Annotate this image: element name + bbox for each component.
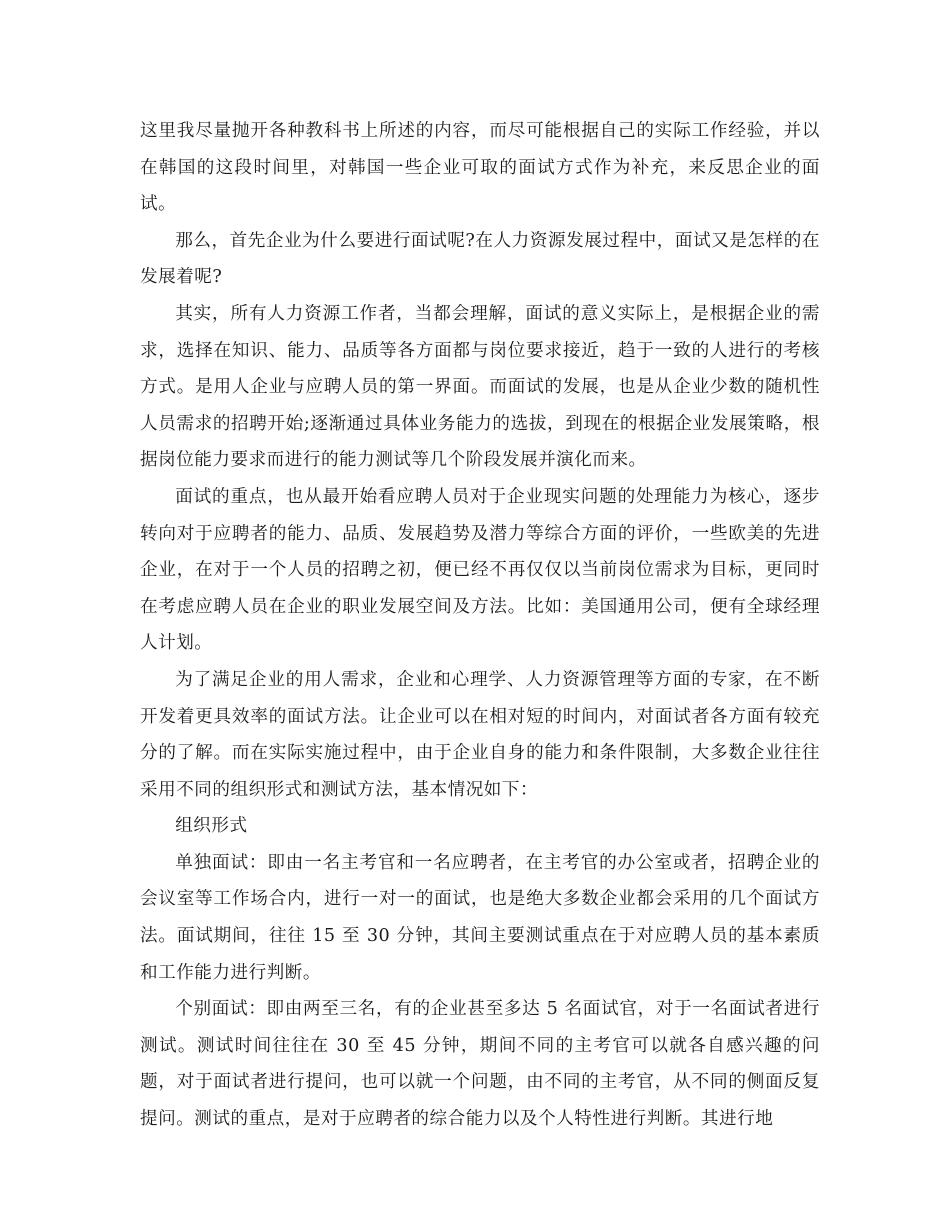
paragraph-meaning: 其实，所有人力资源工作者，当都会理解，面试的意义实际上，是根据企业的需求，选择在知识、能力、品质等各方面都与岗位要求接近，趋于一致的人进行的考核方式。是用人企业与应聘人员的第一界面。而面试的发展，也是从企业少数的随机性人员需求的招聘开始;逐渐通过具体业务能力的选拔，到现在的根据企业发展策略，根据岗位能力要求而进行的能力测试等几个阶段发展并演化而来。 — [140, 303, 820, 471]
document-page — [140, 113, 820, 1138]
paragraph-why-interview: 那么，首先企业为什么要进行面试呢?在人力资源发展过程中，面试又是怎样的在发展着呢? — [140, 230, 820, 288]
section-heading-organization: 组织形式 — [175, 816, 248, 837]
paragraph-focus: 面试的重点，也从最开始看应聘人员对于企业现实问题的处理能力为核心，逐步转向对于应聘者的能力、品质、发展趋势及潜力等综合方面的评价，一些欧美的先进企业，在对于一个人员的招聘之初，便已经不再仅仅以当前岗位需求为目标，更同时在考虑应聘人员在企业的职业发展空间及方法。比如：美国通用公司，便有全球经理人计划。 — [140, 486, 820, 654]
paragraph-methods: 为了满足企业的用人需求，企业和心理学、人力资源管理等方面的专家，在不断开发着更具效率的面试方法。让企业可以在相对短的时间内，对面试者各方面有较充分的了解。而在实际实施过程中，由于企业自身的能力和条件限制，大多数企业往往采用不同的组织形式和测试方法，基本情况如下： — [140, 669, 820, 800]
paragraph-single-interview: 单独面试：即由一名主考官和一名应聘者，在主考官的办公室或者，招聘企业的会议室等工作场合内，进行一对一的面试，也是绝大多数企业都会采用的几个面试方法。面试期间，往往 15 至 30 分钟，其间主要测试重点在于对应聘人员的基本素质和工作能力进行判断。 — [140, 852, 820, 983]
paragraph-intro: 这里我尽量抛开各种教科书上所述的内容，而尽可能根据自己的实际工作经验，并以在韩国的这段时间里，对韩国一些企业可取的面试方式作为补充，来反思企业的面试。 — [140, 121, 820, 215]
paragraph-individual-interview: 个别面试：即由两至三名，有的企业甚至多达 5 名面试官，对于一名面试者进行测试。测试时间往往在 30 至 45 分钟，期间不同的主考官可以就各自感兴趣的问题，对于面试者进行提问，也可以就一个问题，由不同的主考官，从不同的侧面反复提问。测试的重点，是对于应聘者的综合能力以及个人特性进行判断。其进行地 — [140, 999, 820, 1130]
